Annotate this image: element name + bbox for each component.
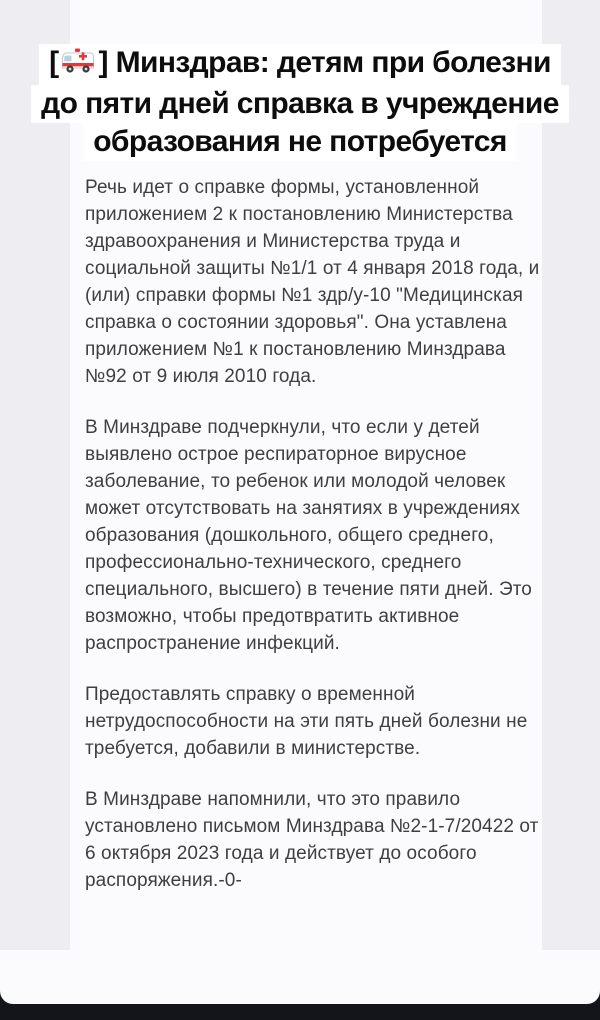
- title-line-1-text: Минздрав: детям при болезни: [115, 46, 551, 79]
- paragraph-2: В Минздраве подчеркнули, что если у детей выявлено острое респираторное вирусное заболевание, то ребенок или молодой человек может отсутствовать на занятиях в учреждениях образования (дошкольного, общего среднего, профессионально-технического, среднего специального, высшего) в течение пяти дней. Это возможно, чтобы предотвратить активное распространение инфекций.: [85, 417, 532, 654]
- title-line-1: [39, 44, 561, 85]
- bottom-bar: [0, 1004, 600, 1020]
- paragraph-3: Предоставлять справку о временной нетрудоспособности на эти пять дней болезни не требуется, добавили в министерстве.: [85, 684, 528, 759]
- title-line-2: до пяти дней справка в учреждение: [31, 85, 569, 123]
- article-header: [0, 44, 600, 161]
- title-line-3: образования не потребуется: [83, 123, 517, 161]
- ambulance-icon: [60, 47, 96, 85]
- page-title: [0, 44, 600, 161]
- bracket-open: [: [49, 46, 59, 79]
- bracket-close: ]: [98, 46, 108, 79]
- article-body: [85, 174, 541, 918]
- paragraph-4: В Минздраве напомнили, что это правило установлено письмом Минздрава №2-1-7/20422 от 6 октября 2023 года и действует до особого распоряжения.-0-: [85, 789, 539, 891]
- paragraph-1: Речь идет о справке формы, установленной приложением 2 к постановлению Министерства здравоохранения и Министерства труда и социальной защиты №1/1 от 4 января 2018 года, и (или) справки формы №1 здр/у-10 "Медицинская справка о состоянии здоровья". Она уставлена приложением №1 к постановлению Минздрава №92 от 9 июля 2010 года.: [85, 177, 540, 387]
